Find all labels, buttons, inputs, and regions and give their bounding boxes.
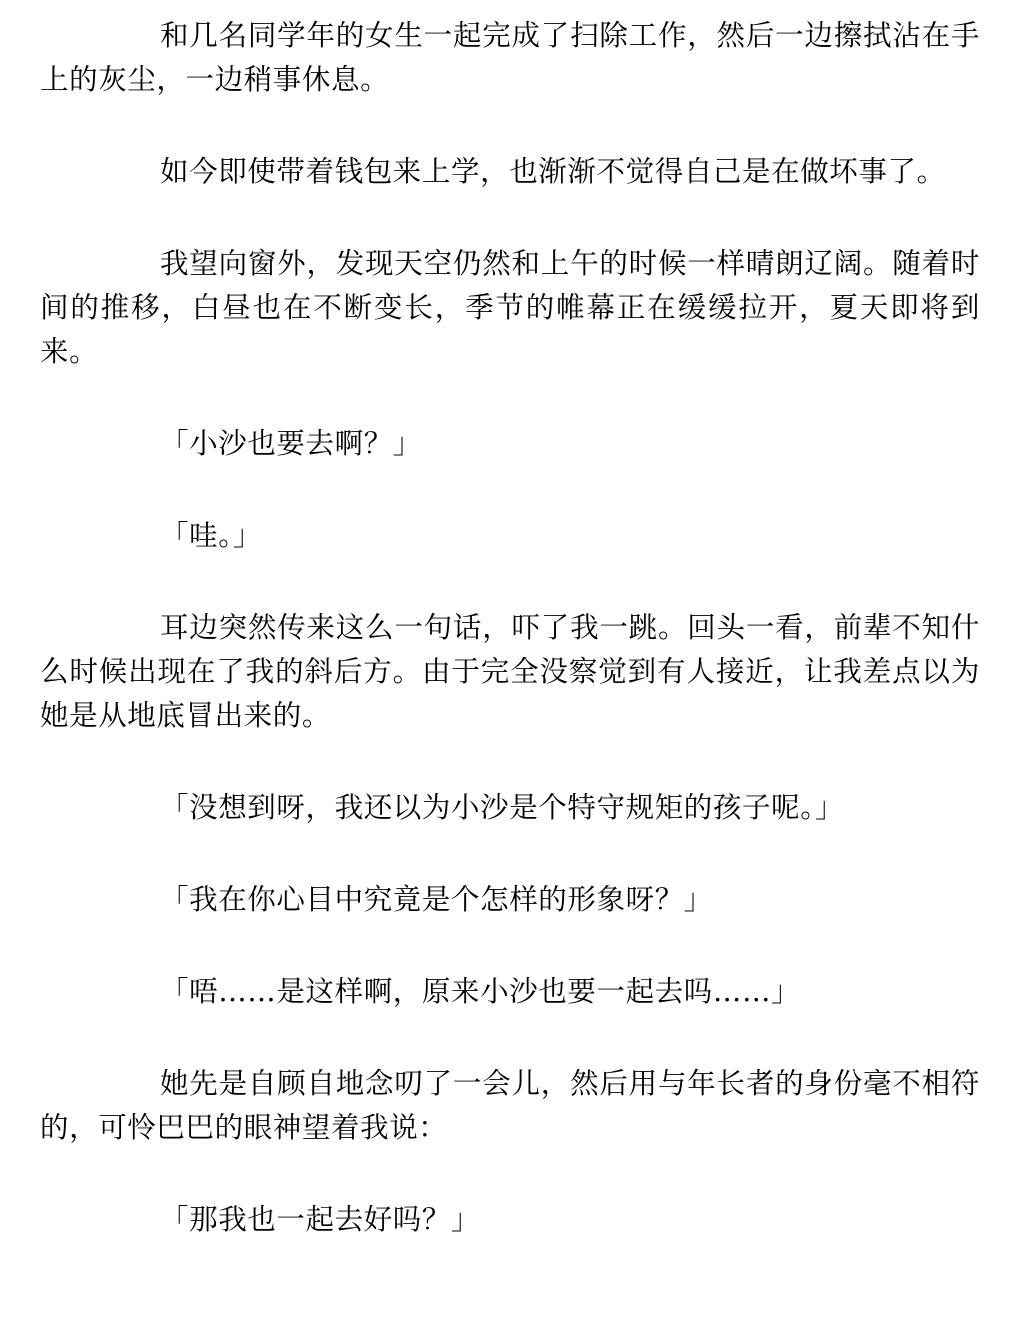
paragraph-3: 我望向窗外，发现天空仍然和上午的时候一样晴朗辽阔。随着时间的推移，白昼也在不断变长，季节的帷幕正在缓缓拉开，夏天即将到来。	[40, 247, 980, 368]
dialogue-line-4: 「我在你心目中究竟是个怎样的形象呀？」	[160, 883, 713, 916]
dialogue-line-2: 「哇。」	[160, 519, 263, 552]
dialogue-line-1: 「小沙也要去啊？」	[160, 427, 422, 460]
paragraph-10: 她先是自顾自地念叨了一会儿，然后用与年长者的身份毫不相符的，可怜巴巴的眼神望着我说：	[40, 1067, 980, 1144]
paragraph-6: 耳边突然传来这么一句话，吓了我一跳。回头一看，前辈不知什么时候出现在了我的斜后方。由于完全没察觉到有人接近，让我差点以为她是从地底冒出来的。	[40, 611, 980, 732]
paragraph-1: 和几名同学年的女生一起完成了扫除工作，然后一边擦拭沾在手上的灰尘，一边稍事休息。	[40, 19, 980, 96]
dialogue-line-5: 「唔……是这样啊，原来小沙也要一起去吗……」	[160, 975, 801, 1008]
document-page	[40, 14, 980, 1290]
paragraph-2: 如今即使带着钱包来上学，也渐渐不觉得自己是在做坏事了。	[160, 155, 946, 188]
dialogue-line-6: 「那我也一起去好吗？」	[160, 1203, 481, 1236]
dialogue-line-3: 「没想到呀，我还以为小沙是个特守规矩的孩子呢。」	[160, 791, 845, 824]
